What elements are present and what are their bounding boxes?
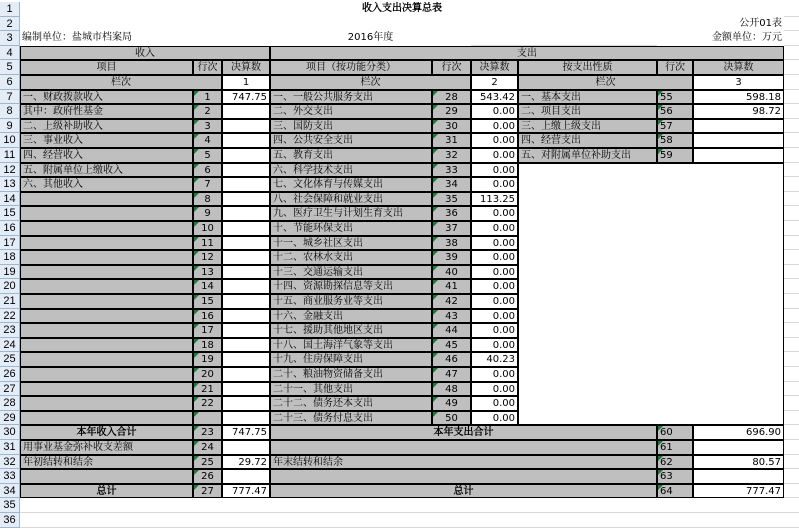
row-number[interactable]: 7: [0, 90, 20, 105]
row-number[interactable]: 16: [0, 221, 20, 236]
expense-item[interactable]: 十六、金融支出: [270, 309, 432, 324]
expense-amount[interactable]: 0.00: [471, 206, 518, 221]
row-number[interactable]: 34: [0, 484, 20, 499]
blank-line[interactable]: 61: [657, 440, 693, 455]
income-header[interactable]: 收入: [20, 46, 270, 61]
expense-amount[interactable]: 0.00: [471, 396, 518, 411]
expense-item[interactable]: 十四、资源勘探信息等支出: [270, 279, 432, 294]
income-line[interactable]: 4: [193, 133, 222, 148]
income-item[interactable]: [20, 250, 193, 265]
column-index[interactable]: 2: [471, 75, 518, 90]
expense-amount[interactable]: 0.00: [471, 104, 518, 119]
income-amount[interactable]: [222, 265, 270, 280]
income-line[interactable]: 3: [193, 119, 222, 134]
expense-amount[interactable]: 0.00: [471, 309, 518, 324]
income-amount[interactable]: [222, 104, 270, 119]
row-number[interactable]: 3: [0, 31, 20, 46]
income-item[interactable]: [20, 396, 193, 411]
expense-line[interactable]: 50: [432, 411, 471, 426]
expense-total-amount[interactable]: 696.90: [693, 425, 784, 440]
expense-line[interactable]: 44: [432, 323, 471, 338]
row-number[interactable]: 33: [0, 469, 20, 484]
income-amount[interactable]: [222, 133, 270, 148]
grand-total-line[interactable]: 27: [193, 484, 222, 499]
row-number[interactable]: 21: [0, 294, 20, 309]
expense-item[interactable]: 二十一、其他支出: [270, 382, 432, 397]
income-total-label[interactable]: 本年收入合计: [20, 425, 193, 440]
expense-line[interactable]: 38: [432, 236, 471, 251]
row-number[interactable]: 18: [0, 250, 20, 265]
income-amount[interactable]: 747.75: [222, 90, 270, 105]
nature-amount[interactable]: 98.72: [693, 104, 784, 119]
row-number[interactable]: 12: [0, 163, 20, 178]
amount-unit[interactable]: 金额单位：万元: [657, 31, 784, 46]
expense-line[interactable]: 45: [432, 338, 471, 353]
income-amount[interactable]: [222, 163, 270, 178]
blank-line[interactable]: 63: [657, 469, 693, 484]
income-item[interactable]: 四、经营收入: [20, 148, 193, 163]
row-number[interactable]: 4: [0, 46, 20, 61]
row-number[interactable]: 17: [0, 236, 20, 251]
expense-amount[interactable]: 0.00: [471, 148, 518, 163]
nature-amount[interactable]: 598.18: [693, 90, 784, 105]
income-line[interactable]: 16: [193, 309, 222, 324]
income-item[interactable]: [20, 236, 193, 251]
income-amount[interactable]: [222, 382, 270, 397]
row-number[interactable]: 35: [0, 498, 20, 513]
income-line[interactable]: [193, 411, 222, 426]
nature-line[interactable]: 58: [657, 133, 693, 148]
nature-item[interactable]: 四、经营支出: [518, 133, 657, 148]
income-item[interactable]: [20, 338, 193, 353]
income-amount[interactable]: [222, 206, 270, 221]
income-item[interactable]: [20, 309, 193, 324]
expense-line[interactable]: 40: [432, 265, 471, 280]
expense-item[interactable]: 二十三、债务付息支出: [270, 411, 432, 426]
expense-amount[interactable]: 543.42: [471, 90, 518, 105]
expense-amount[interactable]: 0.00: [471, 338, 518, 353]
income-line[interactable]: 11: [193, 236, 222, 251]
expense-item[interactable]: 二十、粮油物资储备支出: [270, 367, 432, 382]
closing-balance-line[interactable]: 62: [657, 455, 693, 470]
expense-amount[interactable]: 0.00: [471, 367, 518, 382]
fund-offset-amount[interactable]: [222, 440, 270, 455]
income-item[interactable]: [20, 382, 193, 397]
expense-line[interactable]: 37: [432, 221, 471, 236]
row-number[interactable]: 15: [0, 206, 20, 221]
nature-item[interactable]: 一、基本支出: [518, 90, 657, 105]
column-label[interactable]: 栏次: [270, 75, 471, 90]
blank-line[interactable]: 26: [193, 469, 222, 484]
row-number[interactable]: 29: [0, 411, 20, 426]
expense-line[interactable]: 48: [432, 382, 471, 397]
blank-amount[interactable]: [693, 440, 784, 455]
row-number[interactable]: 14: [0, 192, 20, 207]
expense-line[interactable]: 28: [432, 90, 471, 105]
expense-item[interactable]: 三、国防支出: [270, 119, 432, 134]
expense-line[interactable]: 46: [432, 352, 471, 367]
row-number[interactable]: 2: [0, 17, 20, 32]
income-line[interactable]: 14: [193, 279, 222, 294]
nature-item[interactable]: 二、项目支出: [518, 104, 657, 119]
nature-line[interactable]: 56: [657, 104, 693, 119]
expense-line[interactable]: 30: [432, 119, 471, 134]
row-number[interactable]: 6: [0, 75, 20, 90]
income-item[interactable]: 六、其他收入: [20, 177, 193, 192]
income-line[interactable]: 19: [193, 352, 222, 367]
report-title[interactable]: 收入支出决算总表: [20, 2, 784, 17]
row-number[interactable]: 19: [0, 265, 20, 280]
nature-line[interactable]: 55: [657, 90, 693, 105]
closing-balance-label[interactable]: 年末结转和结余: [270, 455, 657, 470]
expense-item[interactable]: 十三、交通运输支出: [270, 265, 432, 280]
income-line[interactable]: 7: [193, 177, 222, 192]
income-amount[interactable]: [222, 294, 270, 309]
income-amount[interactable]: [222, 338, 270, 353]
expense-item[interactable]: 十一、城乡社区支出: [270, 236, 432, 251]
income-line[interactable]: 21: [193, 382, 222, 397]
fund-offset-label[interactable]: 用事业基金弥补收支差额: [20, 440, 193, 455]
column-label[interactable]: 栏次: [20, 75, 222, 90]
report-year[interactable]: 2016年度: [270, 31, 471, 46]
income-line[interactable]: 1: [193, 90, 222, 105]
expense-item[interactable]: 六、科学技术支出: [270, 163, 432, 178]
grand-total-line[interactable]: 64: [657, 484, 693, 499]
income-line[interactable]: 22: [193, 396, 222, 411]
grand-total-label[interactable]: 总计: [20, 484, 193, 499]
opening-balance-label[interactable]: 年初结转和结余: [20, 455, 193, 470]
income-item[interactable]: [20, 221, 193, 236]
row-number[interactable]: 27: [0, 382, 20, 397]
nature-amount[interactable]: [693, 119, 784, 134]
expense-line[interactable]: 35: [432, 192, 471, 207]
row-number[interactable]: 23: [0, 323, 20, 338]
expense-item[interactable]: 七、文化体育与传媒支出: [270, 177, 432, 192]
row-number[interactable]: 13: [0, 177, 20, 192]
gridline: [20, 527, 799, 528]
compiling-unit[interactable]: 编制单位：盐城市档案局: [20, 31, 270, 46]
income-line[interactable]: 13: [193, 265, 222, 280]
income-item[interactable]: [20, 323, 193, 338]
column-index[interactable]: 1: [222, 75, 270, 90]
column-index[interactable]: 3: [693, 75, 784, 90]
income-line[interactable]: 2: [193, 104, 222, 119]
form-code[interactable]: 公开01表: [657, 17, 784, 32]
opening-balance-amount[interactable]: 29.72: [222, 455, 270, 470]
expense-total-label[interactable]: 本年支出合计: [270, 425, 657, 440]
expense-item[interactable]: 四、公共安全支出: [270, 133, 432, 148]
income-item[interactable]: [20, 265, 193, 280]
header-item[interactable]: 项目: [20, 60, 193, 75]
income-amount[interactable]: [222, 411, 270, 426]
nature-line[interactable]: 57: [657, 119, 693, 134]
expense-line[interactable]: 36: [432, 206, 471, 221]
row-number[interactable]: 11: [0, 148, 20, 163]
income-item[interactable]: [20, 279, 193, 294]
expense-amount[interactable]: 0.00: [471, 279, 518, 294]
income-item[interactable]: [20, 206, 193, 221]
income-item[interactable]: 其中：政府性基金: [20, 104, 193, 119]
row-number[interactable]: 9: [0, 119, 20, 134]
blank-amount[interactable]: [222, 469, 270, 484]
income-total-line[interactable]: 23: [193, 425, 222, 440]
nature-line[interactable]: 59: [657, 148, 693, 163]
nature-item[interactable]: 五、对附属单位补助支出: [518, 148, 657, 163]
income-line[interactable]: 12: [193, 250, 222, 265]
grand-total-label[interactable]: 总计: [270, 484, 657, 499]
gridline: [20, 512, 799, 513]
row-number[interactable]: 5: [0, 60, 20, 75]
income-item[interactable]: 二、上级补助收入: [20, 119, 193, 134]
expense-line[interactable]: 34: [432, 177, 471, 192]
income-item[interactable]: 五、附属单位上缴收入: [20, 163, 193, 178]
expense-line[interactable]: 33: [432, 163, 471, 178]
income-line[interactable]: 10: [193, 221, 222, 236]
closing-balance-amount[interactable]: 80.57: [693, 455, 784, 470]
row-number[interactable]: 10: [0, 133, 20, 148]
expense-item[interactable]: 二、外交支出: [270, 104, 432, 119]
expense-item[interactable]: 十八、国土海洋气象等支出: [270, 338, 432, 353]
row-number[interactable]: 22: [0, 309, 20, 324]
row-number[interactable]: 32: [0, 455, 20, 470]
row-number[interactable]: 31: [0, 440, 20, 455]
empty-region[interactable]: [518, 163, 784, 426]
income-line[interactable]: 5: [193, 148, 222, 163]
expense-amount[interactable]: 0.00: [471, 119, 518, 134]
row-number[interactable]: 36: [0, 513, 20, 528]
expense-item[interactable]: 十五、商业服务业等支出: [270, 294, 432, 309]
expense-item[interactable]: 九、医疗卫生与计划生育支出: [270, 206, 432, 221]
blank-cell[interactable]: [270, 469, 657, 484]
grand-total-amount[interactable]: 777.47: [222, 484, 270, 499]
blank-cell[interactable]: [20, 469, 193, 484]
row-number[interactable]: 8: [0, 104, 20, 119]
expense-amount[interactable]: 0.00: [471, 221, 518, 236]
income-line[interactable]: 17: [193, 323, 222, 338]
expense-line[interactable]: 47: [432, 367, 471, 382]
expense-line[interactable]: 49: [432, 396, 471, 411]
income-amount[interactable]: [222, 352, 270, 367]
income-line[interactable]: 18: [193, 338, 222, 353]
expense-amount[interactable]: 113.25: [471, 192, 518, 207]
expense-amount[interactable]: 0.00: [471, 163, 518, 178]
expense-amount[interactable]: 0.00: [471, 177, 518, 192]
income-amount[interactable]: [222, 221, 270, 236]
header-item-func[interactable]: 项目（按功能分类）: [270, 60, 432, 75]
expense-header[interactable]: 支出: [270, 46, 784, 61]
expense-line[interactable]: 32: [432, 148, 471, 163]
header-amount[interactable]: 决算数: [693, 60, 784, 75]
row-number[interactable]: 25: [0, 352, 20, 367]
expense-item[interactable]: 八、社会保障和就业支出: [270, 192, 432, 207]
income-item[interactable]: 一、财政拨款收入: [20, 90, 193, 105]
expense-item[interactable]: 十九、住房保障支出: [270, 352, 432, 367]
row-number[interactable]: 24: [0, 338, 20, 353]
expense-amount[interactable]: 0.00: [471, 265, 518, 280]
header-amount[interactable]: 决算数: [222, 60, 270, 75]
row-number[interactable]: 26: [0, 367, 20, 382]
expense-amount[interactable]: 0.00: [471, 133, 518, 148]
expense-amount[interactable]: 0.00: [471, 250, 518, 265]
expense-amount[interactable]: 0.00: [471, 382, 518, 397]
column-label[interactable]: 栏次: [518, 75, 693, 90]
income-amount[interactable]: [222, 279, 270, 294]
header-amount[interactable]: 决算数: [471, 60, 518, 75]
expense-amount[interactable]: 40.23: [471, 352, 518, 367]
income-item[interactable]: [20, 352, 193, 367]
expense-line[interactable]: 42: [432, 294, 471, 309]
expense-line[interactable]: 41: [432, 279, 471, 294]
income-item[interactable]: [20, 367, 193, 382]
income-line[interactable]: 15: [193, 294, 222, 309]
row-number[interactable]: 30: [0, 425, 20, 440]
header-line[interactable]: 行次: [432, 60, 471, 75]
expense-amount[interactable]: 0.00: [471, 323, 518, 338]
expense-line[interactable]: 31: [432, 133, 471, 148]
income-total-amount[interactable]: 747.75: [222, 425, 270, 440]
header-line[interactable]: 行次: [193, 60, 222, 75]
income-line[interactable]: 8: [193, 192, 222, 207]
income-line[interactable]: 20: [193, 367, 222, 382]
income-amount[interactable]: [222, 309, 270, 324]
row-number[interactable]: 20: [0, 279, 20, 294]
income-item[interactable]: [20, 411, 193, 426]
income-amount[interactable]: [222, 192, 270, 207]
expense-amount[interactable]: 0.00: [471, 294, 518, 309]
expense-item[interactable]: 十七、援助其他地区支出: [270, 323, 432, 338]
blank-cell[interactable]: [270, 440, 657, 455]
expense-line[interactable]: 29: [432, 104, 471, 119]
income-amount[interactable]: [222, 119, 270, 134]
expense-total-line[interactable]: 60: [657, 425, 693, 440]
expense-amount[interactable]: 0.00: [471, 236, 518, 251]
header-line[interactable]: 行次: [657, 60, 693, 75]
income-amount[interactable]: [222, 367, 270, 382]
grand-total-amount[interactable]: 777.47: [693, 484, 784, 499]
nature-amount[interactable]: [693, 133, 784, 148]
expense-amount[interactable]: 0.00: [471, 411, 518, 426]
income-amount[interactable]: [222, 177, 270, 192]
income-item[interactable]: [20, 192, 193, 207]
blank-amount[interactable]: [693, 469, 784, 484]
row-number[interactable]: 1: [0, 2, 20, 17]
expense-item[interactable]: 一、一般公共服务支出: [270, 90, 432, 105]
fund-offset-line[interactable]: 24: [193, 440, 222, 455]
nature-item[interactable]: 三、上缴上级支出: [518, 119, 657, 134]
expense-item[interactable]: 二十二、债务还本支出: [270, 396, 432, 411]
income-line[interactable]: 9: [193, 206, 222, 221]
income-amount[interactable]: [222, 148, 270, 163]
expense-item[interactable]: 十、节能环保支出: [270, 221, 432, 236]
header-nature[interactable]: 按支出性质: [518, 60, 657, 75]
income-amount[interactable]: [222, 236, 270, 251]
nature-amount[interactable]: [693, 148, 784, 163]
income-amount[interactable]: [222, 323, 270, 338]
opening-balance-line[interactable]: 25: [193, 455, 222, 470]
row-number[interactable]: 28: [0, 396, 20, 411]
income-line[interactable]: 6: [193, 163, 222, 178]
income-item[interactable]: 三、事业收入: [20, 133, 193, 148]
expense-line[interactable]: 39: [432, 250, 471, 265]
expense-item[interactable]: 十二、农林水支出: [270, 250, 432, 265]
income-amount[interactable]: [222, 396, 270, 411]
income-amount[interactable]: [222, 250, 270, 265]
expense-item[interactable]: 五、教育支出: [270, 148, 432, 163]
expense-line[interactable]: 43: [432, 309, 471, 324]
income-item[interactable]: [20, 294, 193, 309]
